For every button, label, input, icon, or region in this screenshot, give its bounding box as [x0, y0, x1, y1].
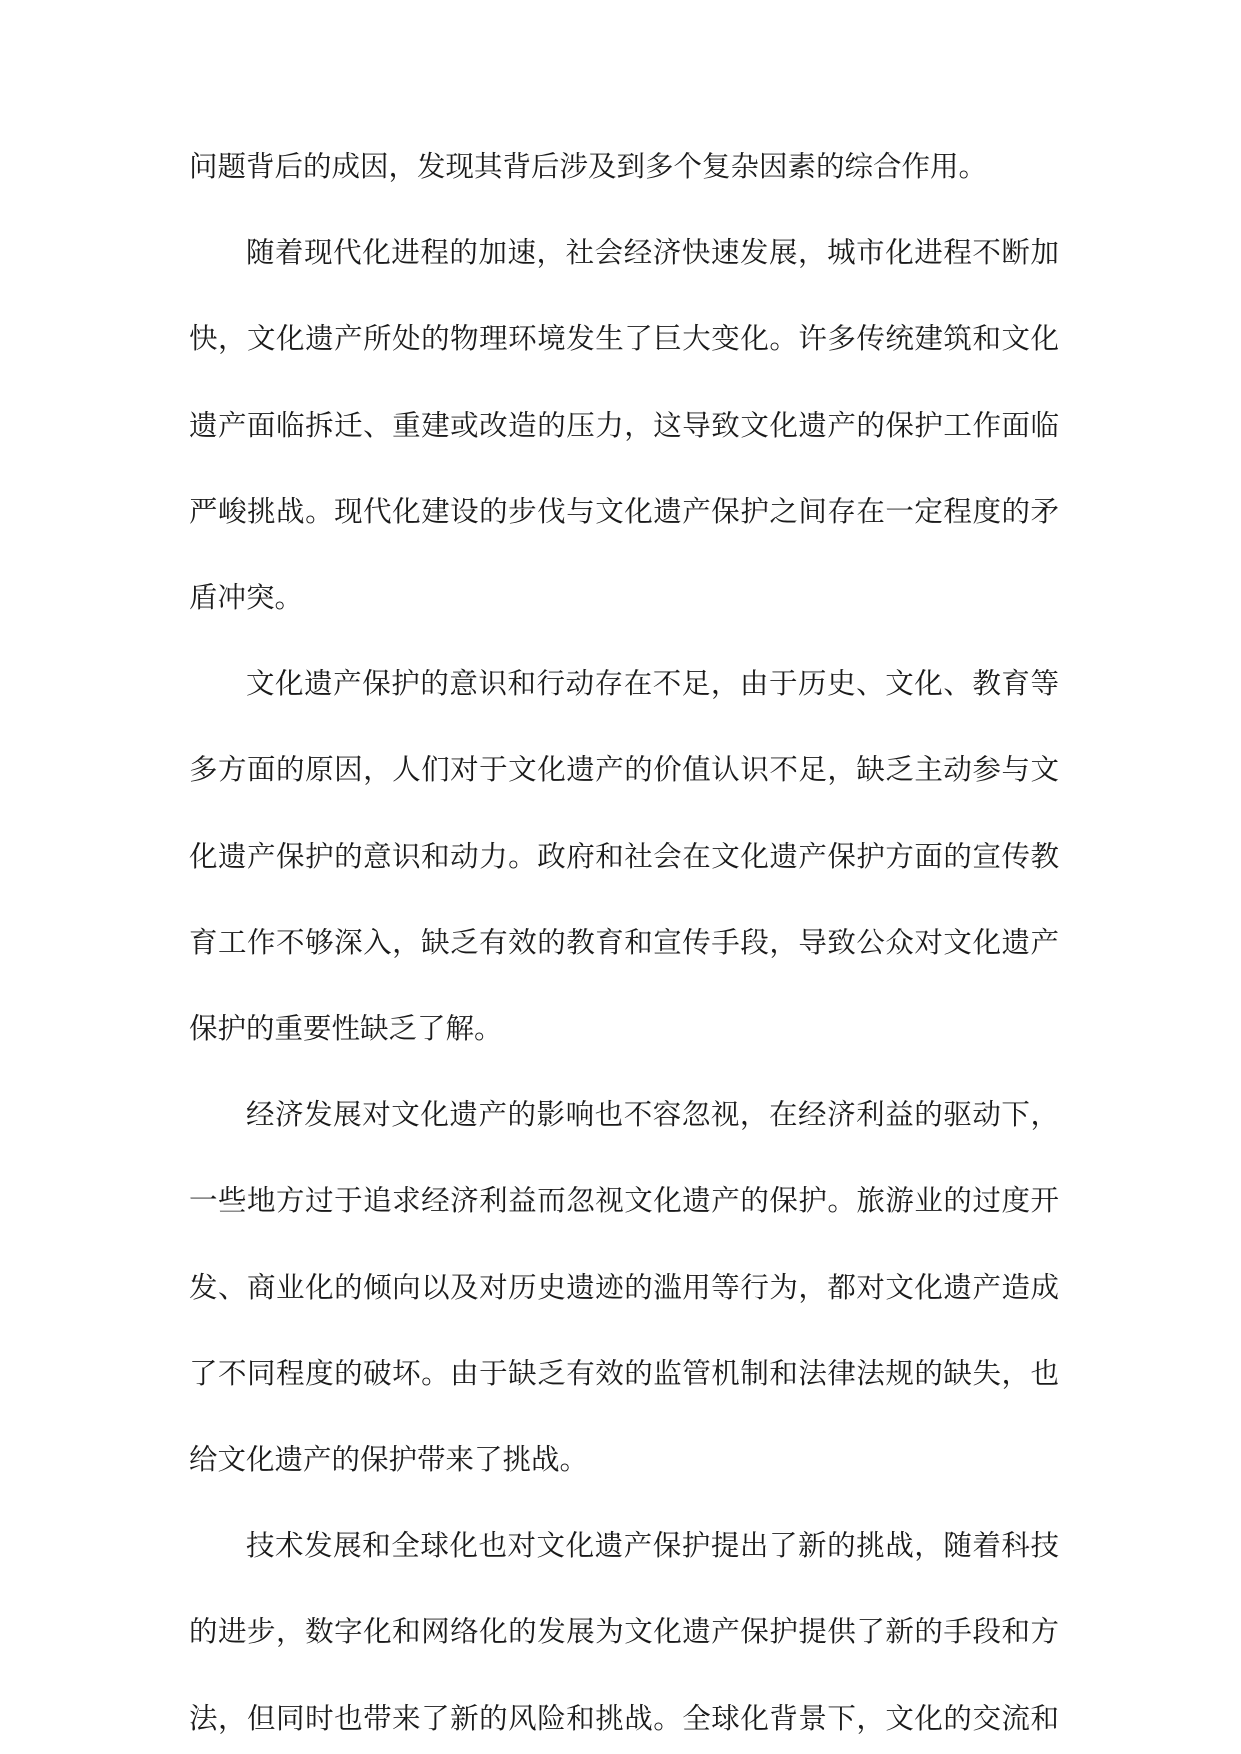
text-line: 文化遗产保护的意识和行动存在不足，由于历史、文化、教育等	[246, 667, 1059, 700]
text-line: 育工作不够深入，缺乏有效的教育和宣传手段，导致公众对文化遗产	[189, 926, 1059, 959]
text-line: 保护的重要性缺乏了解。	[189, 1012, 503, 1045]
text-line: 发、商业化的倾向以及对历史遗迹的滥用等行为，都对文化遗产造成	[189, 1271, 1059, 1304]
text-line: 法，但同时也带来了新的风险和挑战。全球化背景下，文化的交流和	[189, 1702, 1059, 1735]
text-line: 盾冲突。	[189, 581, 304, 614]
text-line: 多方面的原因，人们对于文化遗产的价值认识不足，缺乏主动参与文	[189, 753, 1059, 786]
text-line: 随着现代化进程的加速，社会经济快速发展，城市化进程不断加	[246, 236, 1059, 269]
text-line: 快，文化遗产所处的物理环境发生了巨大变化。许多传统建筑和文化	[189, 322, 1059, 355]
text-line: 给文化遗产的保护带来了挑战。	[189, 1443, 589, 1476]
text-line: 化遗产保护的意识和动力。政府和社会在文化遗产保护方面的宣传教	[189, 840, 1059, 873]
text-line: 一些地方过于追求经济利益而忽视文化遗产的保护。旅游业的过度开	[189, 1184, 1059, 1217]
text-line: 遗产面临拆迁、重建或改造的压力，这导致文化遗产的保护工作面临	[189, 409, 1059, 442]
text-line: 严峻挑战。现代化建设的步伐与文化遗产保护之间存在一定程度的矛	[189, 495, 1059, 528]
text-line: 经济发展对文化遗产的影响也不容忽视，在经济利益的驱动下，	[246, 1098, 1059, 1131]
text-line: 了不同程度的破坏。由于缺乏有效的监管机制和法律法规的缺失，也	[189, 1357, 1059, 1390]
text-line: 问题背后的成因，发现其背后涉及到多个复杂因素的综合作用。	[189, 150, 988, 183]
text-line: 技术发展和全球化也对文化遗产保护提出了新的挑战，随着科技	[246, 1529, 1059, 1562]
text-line: 的进步，数字化和网络化的发展为文化遗产保护提供了新的手段和方	[189, 1615, 1059, 1648]
